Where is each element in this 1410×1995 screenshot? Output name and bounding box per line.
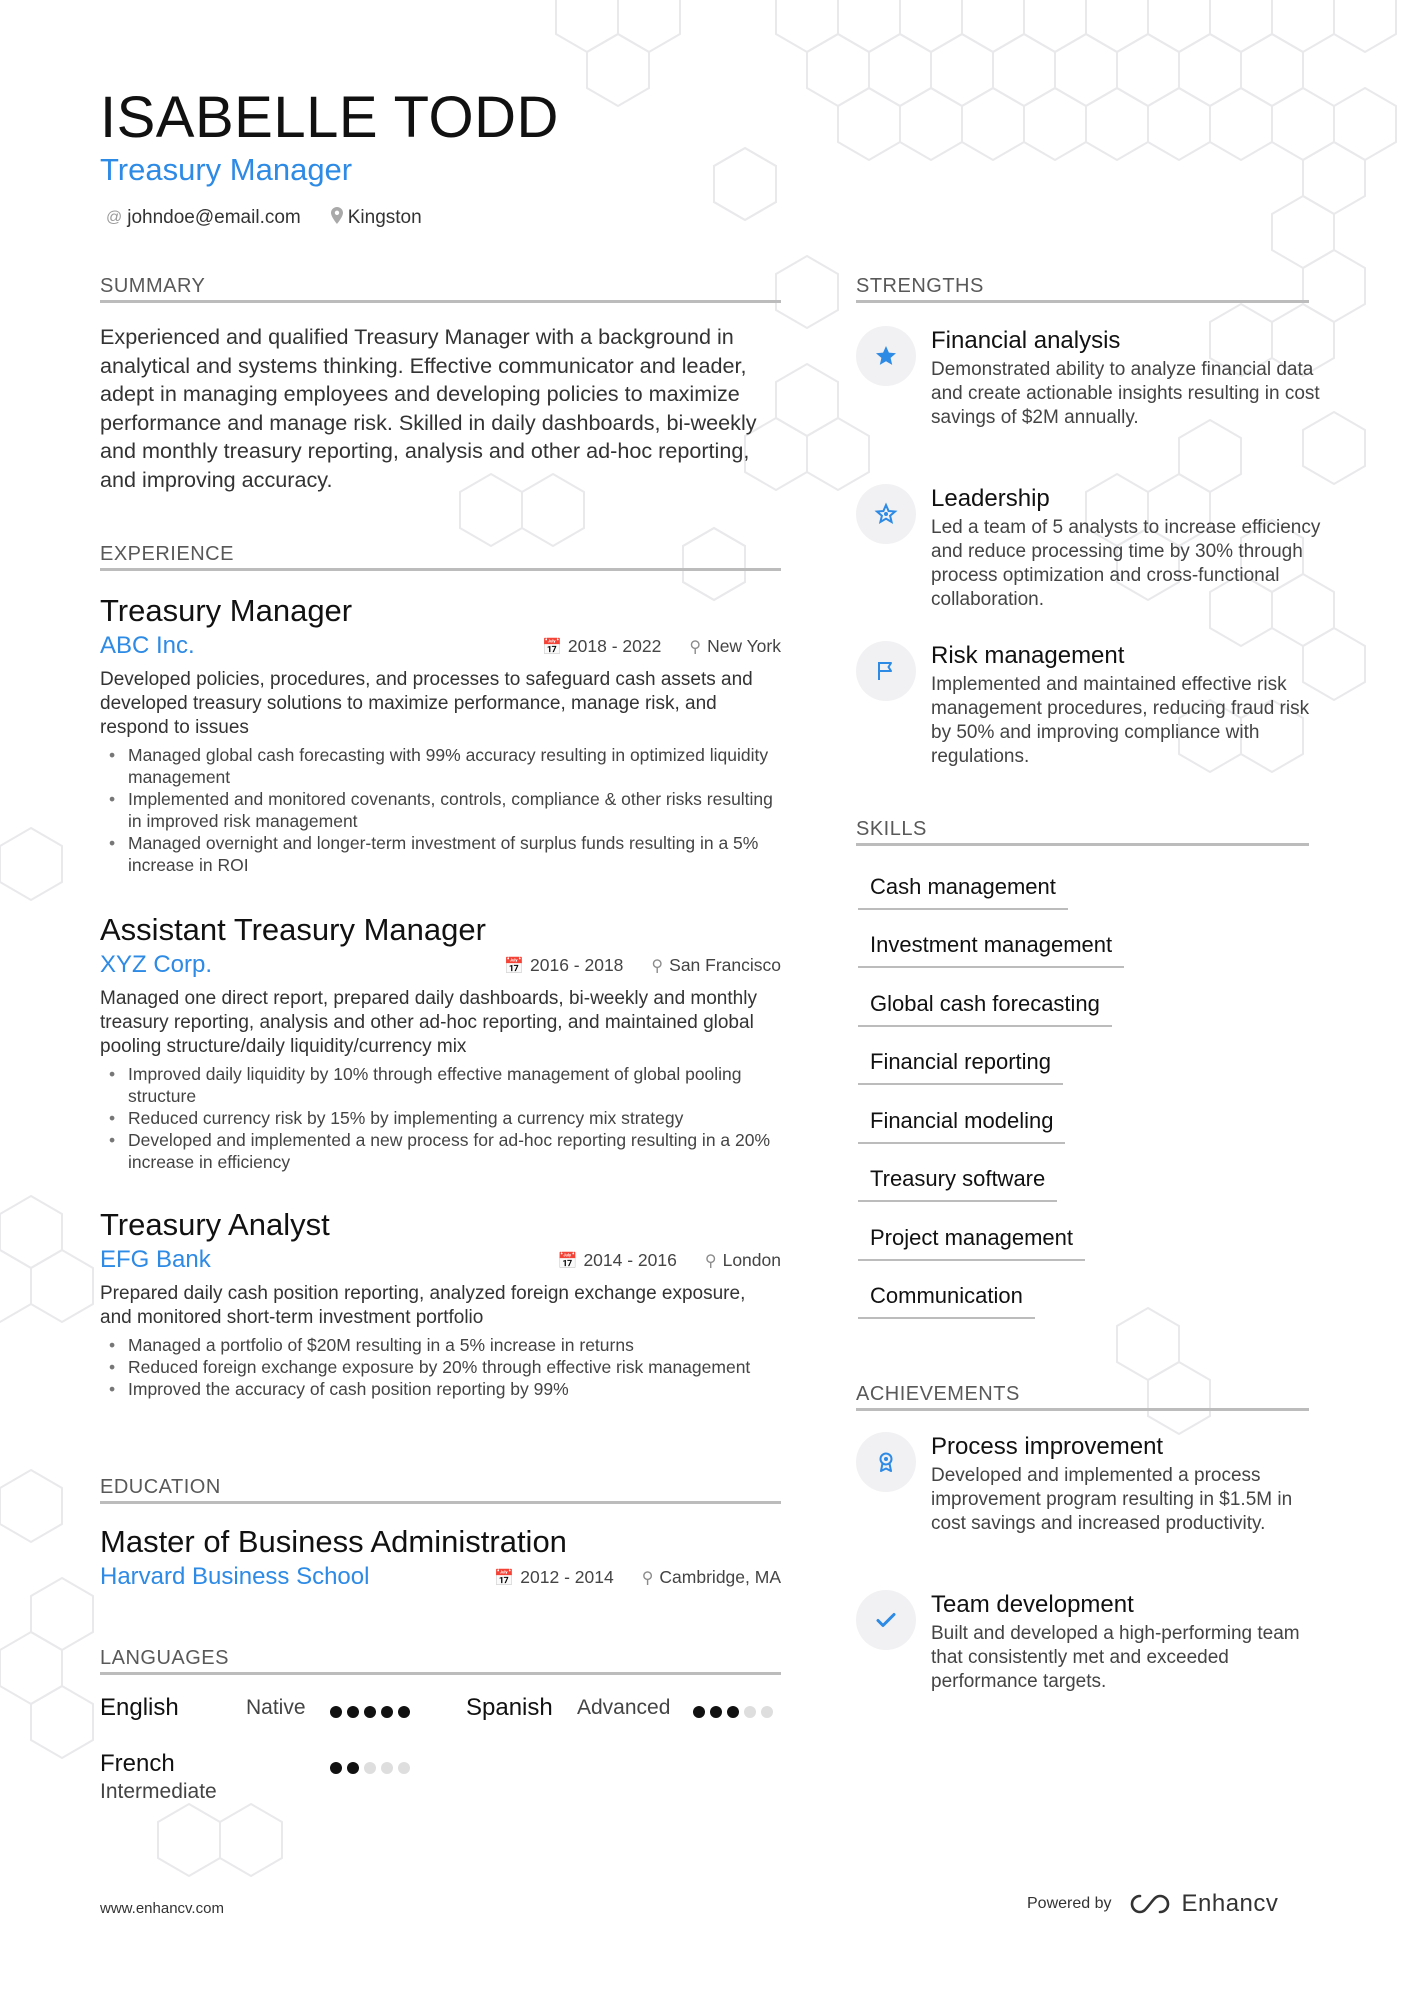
strength-body — [931, 326, 1321, 430]
star-icon — [856, 326, 916, 386]
skill-tag: Financial reporting — [858, 1049, 1063, 1085]
language-rating — [330, 1762, 410, 1774]
skill-tag: Investment management — [858, 932, 1124, 968]
job-location: San Francisco — [669, 954, 781, 975]
language-item — [466, 1694, 553, 1722]
language-level: Intermediate — [100, 1780, 217, 1803]
skill-tag: Project management — [858, 1225, 1085, 1261]
rating-dot-filled — [710, 1706, 722, 1718]
rating-dot-empty — [364, 1762, 376, 1774]
education-meta — [494, 1567, 781, 1588]
degree: Master of Business Administration — [100, 1524, 567, 1559]
brand-name: Enhancv — [1181, 1890, 1279, 1917]
company-name: EFG Bank — [100, 1246, 211, 1273]
job-meta — [558, 1250, 781, 1271]
skills-heading: SKILLS — [856, 818, 1309, 846]
education-heading: EDUCATION — [100, 1476, 781, 1504]
rating-dots — [693, 1706, 773, 1718]
job-meta-row — [100, 632, 781, 660]
job-bullets — [100, 1063, 781, 1173]
job-bullets — [100, 1334, 781, 1400]
check-icon — [856, 1590, 916, 1650]
job-bullet: • Improved daily liquidity by 10% through effective management of global pooling structure — [100, 1063, 781, 1107]
rating-dot-filled — [398, 1706, 410, 1718]
education-location: Cambridge, MA — [659, 1566, 781, 1587]
achievement-title: Process improvement — [931, 1433, 1164, 1460]
skill-tag: Global cash forecasting — [858, 991, 1112, 1027]
calendar-icon: 📅 — [504, 957, 524, 975]
languages-heading: LANGUAGES — [100, 1647, 781, 1675]
job-bullet: • Implemented and monitored covenants, controls, compliance & other risks resulting in improved risk management — [100, 788, 781, 832]
job-dates: 2014 - 2016 — [583, 1249, 677, 1270]
location-contact — [331, 207, 422, 229]
strength-description: Implemented and maintained effective risk management procedures, reducing fraud risk by 50% and improving compliance with regulations. — [931, 674, 1310, 767]
achievement-description: Developed and implemented a process improvement program resulting in $1.5M in cost savings and increased productivity. — [931, 1465, 1293, 1534]
job-bullet: • Developed and implemented a new process for ad-hoc reporting resulting in a 20% increase in efficiency — [100, 1129, 781, 1173]
strength-description: Led a team of 5 analysts to increase efficiency and reduce processing time by 30% through process optimization and cross-functional collaboration. — [931, 517, 1321, 610]
language-name: Spanish — [466, 1694, 553, 1721]
email-contact[interactable] — [106, 207, 301, 229]
rating-dot-empty — [381, 1762, 393, 1774]
job-meta — [542, 636, 781, 657]
rating-dot-filled — [381, 1706, 393, 1718]
summary-heading: SUMMARY — [100, 275, 781, 303]
experience-heading: EXPERIENCE — [100, 543, 781, 571]
candidate-role: Treasury Manager — [100, 152, 353, 187]
education-dates: 2012 - 2014 — [520, 1566, 614, 1587]
rating-dot-filled — [347, 1762, 359, 1774]
calendar-icon: 📅 — [494, 1569, 515, 1587]
job-bullet: • Managed global cash forecasting with 99% accuracy resulting in optimized liquidity management — [100, 744, 781, 788]
job-location: London — [722, 1249, 781, 1270]
location-pin-icon: ⚲ — [704, 1252, 717, 1270]
language-rating — [693, 1706, 773, 1718]
powered-by-label: Powered by — [1027, 1895, 1112, 1912]
education-meta-row — [100, 1563, 781, 1591]
job-bullet: • Managed overnight and longer-term investment of surplus funds resulting in a 5% increase in ROI — [100, 832, 781, 876]
strength-title: Leadership — [931, 485, 1050, 512]
rating-dot-filled — [330, 1762, 342, 1774]
job-bullet: • Reduced foreign exchange exposure by 20% through effective risk management — [100, 1356, 781, 1378]
language-name: French — [100, 1750, 175, 1777]
school-name: Harvard Business School — [100, 1563, 370, 1590]
summary-text: Experienced and qualified Treasury Manager with a background in analytical and systems thinking. Effective communicator and leader, adept in managing employees and developing policies to maximize performance and manage risk. Skilled in daily dashboards, bi-weekly and monthly treasury reporting, analysis and other ad-hoc reporting, and improving accuracy. — [100, 324, 757, 492]
job-bullets — [100, 744, 781, 876]
language-item — [100, 1694, 179, 1722]
candidate-name: ISABELLE TODD — [100, 85, 559, 150]
job-dates: 2016 - 2018 — [530, 954, 624, 975]
rating-dot-filled — [727, 1706, 739, 1718]
calendar-icon: 📅 — [542, 638, 562, 656]
job-bullet: • Reduced currency risk by 15% by implementing a currency mix strategy — [100, 1107, 781, 1129]
enhancv-logo-icon — [1128, 1893, 1174, 1915]
skill-tag: Treasury software — [858, 1166, 1057, 1202]
language-name: English — [100, 1694, 179, 1721]
job-title: Assistant Treasury Manager — [100, 912, 486, 947]
calendar-icon: 📅 — [557, 1252, 578, 1270]
job-title: Treasury Manager — [100, 593, 353, 628]
job-dates: 2018 - 2022 — [567, 635, 662, 656]
rating-dot-empty — [761, 1706, 773, 1718]
achievement-title: Team development — [931, 1591, 1134, 1618]
website-link[interactable]: www.enhancv.com — [100, 1900, 224, 1917]
star-outline-icon — [856, 484, 916, 544]
rating-dot-empty — [744, 1706, 756, 1718]
skill-tag: Cash management — [858, 874, 1068, 910]
job-description: Prepared daily cash position reporting, analyzed foreign exchange exposure, and monitored short-term investment portfolio — [100, 1283, 746, 1328]
location-pin-icon: ⚲ — [651, 957, 664, 975]
job-meta-row — [100, 1246, 781, 1274]
experience-item — [100, 911, 781, 1173]
language-level: Advanced — [577, 1696, 671, 1719]
language-level: Native — [246, 1696, 306, 1719]
strength-body — [931, 484, 1321, 612]
location-pin-icon: ⚲ — [689, 638, 702, 656]
rating-dot-empty — [398, 1762, 410, 1774]
strength-title: Risk management — [931, 642, 1125, 669]
job-meta-row — [100, 951, 781, 979]
company-name: XYZ Corp. — [100, 951, 213, 978]
job-description: Managed one direct report, prepared daily dashboards, bi-weekly and monthly treasury reporting, analysis and other ad-hoc reporting, and maintained global pooling structure/daily liquidity/currency mix — [100, 988, 757, 1057]
strength-title: Financial analysis — [931, 327, 1121, 354]
experience-item — [100, 1206, 781, 1400]
job-location: New York — [707, 635, 781, 656]
skill-tag: Financial modeling — [858, 1108, 1065, 1144]
skill-tag: Communication — [858, 1283, 1035, 1319]
job-bullet: • Improved the accuracy of cash position reporting by 99% — [100, 1378, 781, 1400]
location-pin-icon: ⚲ — [641, 1569, 654, 1587]
strength-description: Demonstrated ability to analyze financial data and create actionable insights resulting in cost savings of $2M annually. — [931, 359, 1320, 428]
location-text: Kingston — [347, 207, 422, 228]
company-name: ABC Inc. — [100, 632, 195, 659]
rating-dots — [330, 1706, 410, 1718]
flag-icon — [856, 641, 916, 701]
powered-by — [1027, 1890, 1278, 1918]
achievements-heading: ACHIEVEMENTS — [856, 1383, 1309, 1411]
job-title: Treasury Analyst — [100, 1207, 330, 1242]
brand-logo[interactable] — [1128, 1890, 1279, 1918]
rating-dot-filled — [347, 1706, 359, 1718]
location-pin-icon — [331, 207, 343, 229]
education-item — [100, 1523, 781, 1591]
job-meta — [504, 955, 781, 976]
language-item — [100, 1750, 175, 1778]
strengths-heading: STRENGTHS — [856, 275, 1309, 303]
award-icon — [856, 1432, 916, 1492]
rating-dots — [330, 1762, 410, 1774]
strength-body — [931, 641, 1321, 769]
email-text: johndoe@email.com — [127, 207, 301, 228]
language-rating — [330, 1706, 410, 1718]
achievement-description: Built and developed a high-performing team that consistently met and exceeded performance targets. — [931, 1623, 1300, 1692]
achievement-body — [931, 1590, 1321, 1694]
rating-dot-filled — [330, 1706, 342, 1718]
rating-dot-filled — [364, 1706, 376, 1718]
experience-item — [100, 592, 781, 876]
job-description: Developed policies, procedures, and processes to safeguard cash assets and developed treasury solutions to maximize performance, manage risk, and respond to issues — [100, 669, 753, 738]
languages-list — [100, 1690, 781, 1810]
contact-row — [106, 207, 422, 229]
achievement-body — [931, 1432, 1321, 1536]
rating-dot-filled — [693, 1706, 705, 1718]
at-icon: @ — [106, 209, 123, 226]
job-bullet: • Managed a portfolio of $20M resulting in a 5% increase in returns — [100, 1334, 781, 1356]
